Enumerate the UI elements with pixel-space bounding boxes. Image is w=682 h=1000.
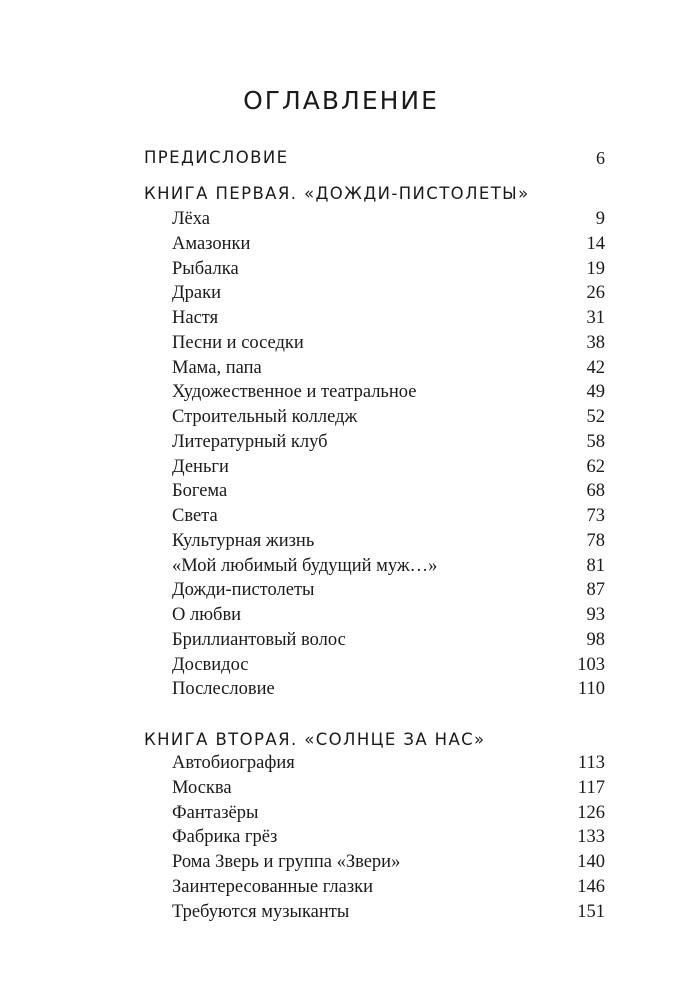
toc-entry [172,306,605,331]
toc-entry-title: Послесловие [172,679,275,700]
toc-entry-title: Рома Зверь и группа «Звери» [172,852,401,872]
toc-entry-title: Драки [172,283,221,304]
toc-entry-title: Бриллиантовый волос [172,629,346,650]
toc-entry-page: 62 [586,456,605,477]
toc-entry-title: Лёха [172,209,210,229]
toc-entry [172,850,605,875]
toc-entry-page: 81 [586,555,605,576]
toc-entry [172,578,605,603]
toc-entry-title: Заинтересованные глазки [172,876,374,897]
toc-entry-title: Деньги [172,456,229,477]
toc-entry-page: 14 [586,233,605,254]
toc-entry-title: Культурная жизнь [172,530,315,551]
toc-entry [172,875,605,900]
toc-entry-page: 52 [586,407,605,427]
toc-entry [172,479,605,504]
toc-entry-page: 78 [586,530,605,551]
toc-entry [172,825,605,850]
toc-entry [172,677,605,702]
toc-entry [172,405,605,430]
toc-entry-title: О любви [172,605,242,625]
toc-entry-title: Фантазёры [172,802,259,823]
toc-entry-page: 49 [586,382,605,403]
toc-entry-title: Амазонки [172,233,251,254]
toc-entry-title: Художественное и театральное [172,382,417,403]
toc-entry-title: Настя [172,308,219,328]
toc-entry-title: Песни и соседки [172,332,304,353]
toc-entry-page: 38 [586,332,605,353]
toc-entry-page: 146 [577,876,605,897]
toc-entry [172,430,605,455]
toc-entry-title: «Мой любимый будущий муж…» [172,555,438,576]
toc-entry [172,455,605,480]
toc-entry-title: Мама, папа [172,357,262,378]
toc-entry-page: 58 [586,431,605,452]
toc-entry-page: 126 [577,802,605,823]
book1-title: КНИГА ПЕРВАЯ. «ДОЖДИ-ПИСТОЛЕТЫ» [144,184,530,203]
book2-title: КНИГА ВТОРАЯ. «СОЛНЦЕ ЗА НАС» [144,730,486,749]
toc-entry-page: 26 [586,283,605,304]
book1-heading [144,181,605,207]
toc-entry-title: Строительный колледж [172,407,358,427]
toc-entry [172,207,605,232]
preface-page: 6 [596,148,605,168]
toc-entry-title: Москва [172,777,232,798]
toc-entry [172,900,605,925]
page-title: ОГЛАВЛЕНИЕ [243,86,439,115]
book2-heading [144,727,605,753]
toc-entry-page: 113 [577,753,605,773]
toc-entry-page: 151 [577,901,605,922]
toc-entry-page: 68 [586,481,605,502]
toc-entry-page: 117 [577,777,605,798]
toc-entry-title: Богема [172,481,228,502]
toc-entry-title: Дожди-пистолеты [172,580,315,601]
toc-entry [172,801,605,826]
toc-entry [172,529,605,554]
toc-entry-page: 42 [586,357,605,378]
toc-entry [172,331,605,356]
toc-entry-title: Рыбалка [172,258,239,279]
toc-entry [172,554,605,579]
toc-entry-title: Литературный клуб [172,431,328,452]
toc-entry-title: Света [172,506,218,526]
toc-entry-page: 140 [577,852,605,872]
toc-entry-page: 103 [577,654,605,675]
toc-entry [172,380,605,405]
toc-entry-title: Досвидос [172,654,249,675]
toc-entry-title: Фабрика грёз [172,827,278,848]
toc-entry [172,232,605,257]
toc-entry-title: Автобиография [172,753,295,773]
toc-entry-title: Требуются музыканты [172,901,350,922]
toc-entry-page: 93 [586,605,605,625]
toc-entry [172,356,605,381]
toc-entry-page: 19 [586,258,605,279]
toc-entry [172,257,605,282]
toc-entry [172,751,605,776]
toc-entry-page: 98 [586,629,605,650]
toc-entry-page: 110 [577,679,605,700]
toc-entry [172,776,605,801]
toc-entry [172,628,605,653]
toc-entry [172,603,605,628]
toc-entry-page: 9 [595,209,605,229]
toc-entry [172,504,605,529]
toc-entry-page: 31 [586,308,605,328]
toc-entry [172,653,605,678]
preface-label: ПРЕДИСЛОВИЕ [144,148,289,167]
toc-entry-page: 73 [586,506,605,526]
toc-preface [144,145,605,171]
toc-entry-page: 87 [586,580,605,601]
toc-entry [172,281,605,306]
toc-entry-page: 133 [577,827,605,848]
